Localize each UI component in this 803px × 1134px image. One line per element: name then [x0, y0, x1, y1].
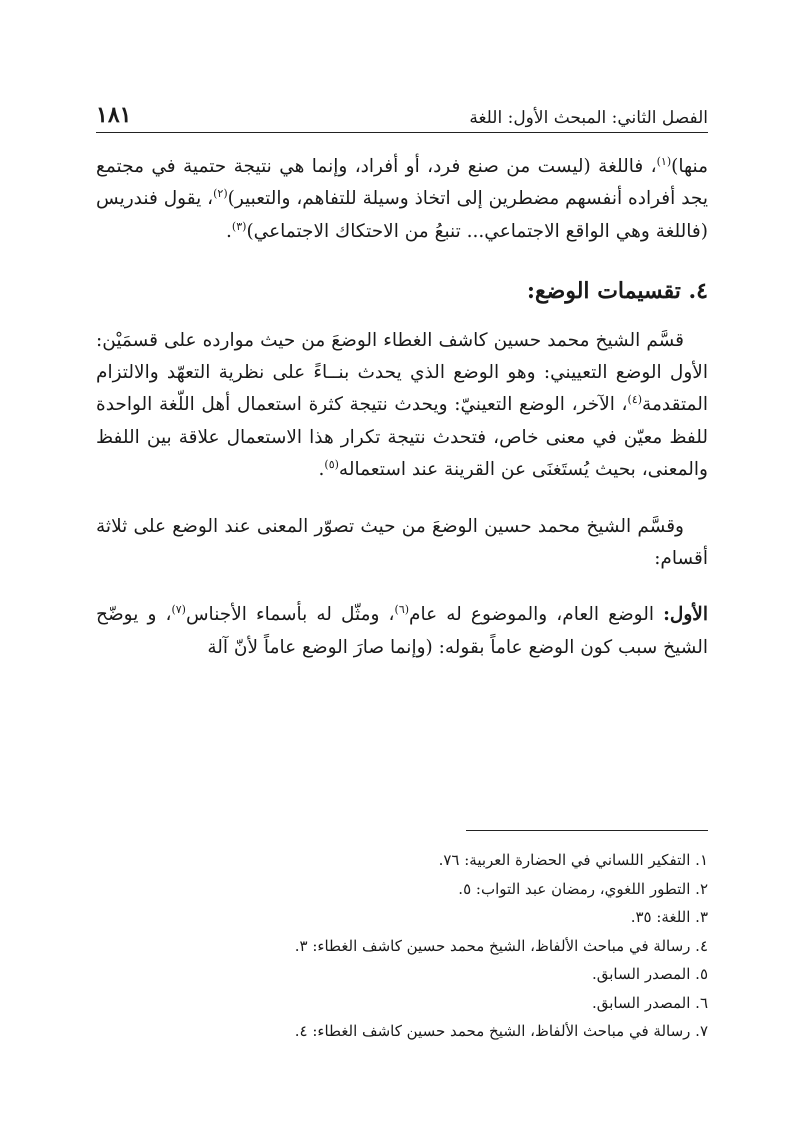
- footnote-ref: (٦): [394, 603, 410, 617]
- footnote-ref: (٧): [171, 603, 186, 617]
- book-page: [96, 88, 708, 1078]
- footnotes-list: [96, 846, 708, 1046]
- paragraph-4: [96, 599, 708, 664]
- paragraph-text: ، و يوضّح الشيخ سبب كون الوضع عاماً بقوله: (وإنما صارَ الوضع عاماً لأنّ آلة: [96, 604, 708, 658]
- paragraph-text: ، يقول فندريس (فاللغة وهي الواقع الاجتماعي... تنبعُ من الاحتكاك الاجتماعي): [96, 188, 708, 242]
- paragraph-text: وقسَّم الشيخ محمد حسين الوضعَ من حيث تصوّر المعنى عند الوضع على ثلاثة أقسام:: [96, 515, 708, 569]
- footnote-item: ٤. رسالة في مباحث الألفاظ، الشيخ محمد حسين كاشف الغطاء: ٣.: [294, 936, 708, 955]
- footnote-ref: (٤): [627, 393, 643, 407]
- paragraph-1: [96, 151, 708, 248]
- footnote-ref: (٢): [213, 187, 228, 201]
- paragraph-text: .: [226, 220, 232, 242]
- paragraph-text: قسَّم الشيخ محمد حسين كاشف الغطاء الوضعَ من حيث موارده على قسمَيْن: الأول الوضع التعييني: وهو الوضع الذي يحدث بنــاءً على نظرية التعهّد والالتزام المتقدمة: [96, 329, 708, 416]
- footnote-separator: [466, 830, 708, 831]
- body-text: [96, 151, 708, 664]
- footnote-ref: (٣): [231, 219, 247, 233]
- running-title: الفصل الثاني: المبحث الأول: اللغة: [469, 108, 708, 128]
- paragraph-3: [96, 511, 708, 576]
- paragraph-text: الوضع العام، والموضوع له عام: [409, 604, 664, 626]
- paragraph-text: ، ومثّل له بأسماء الأجناس: [185, 604, 395, 626]
- footnote-ref: (١): [656, 154, 672, 168]
- paragraph-text: ، الآخر، الوضع التعينيّ: ويحدث نتيجة كثرة استعمال أهل اللّغة الواحدة للفظ معيّن في معنى خاص، فتحدث نتيجة تكرار هذا الاستعمال علاقة بين اللفظ والمعنى، بحيث يُستَغنَى عن القرينة عند استعماله: [96, 394, 708, 481]
- section-heading: ٤. تقسيمات الوضع:: [526, 278, 708, 305]
- paragraph-text: .: [318, 459, 325, 481]
- paragraph-text: منها): [671, 156, 708, 177]
- footnote-item: ٢. التطور اللغوي، رمضان عبد التواب: ٥.: [458, 879, 708, 898]
- footnote-item: ٦. المصدر السابق.: [591, 993, 708, 1012]
- paragraph-2: [96, 325, 708, 487]
- footnote-item: ٥. المصدر السابق.: [591, 965, 708, 983]
- footnote-item: ١. التفكير اللساني في الحضارة العربية: ٧٦.: [438, 851, 708, 869]
- footnote-item: ٧. رسالة في مباحث الألفاظ، الشيخ محمد حسين كاشف الغطاء: ٤.: [294, 1022, 708, 1040]
- footnote-item: ٣. اللغة: ٣٥.: [630, 908, 708, 926]
- running-header: [96, 88, 708, 133]
- paragraph-text: ، فاللغة (ليست من صنع فرد، أو أفراد، وإنما هي نتيجة حتمية في مجتمع يجد أفراده أنفسهم مضطرين إلى اتخاذ وسيلة للتفاهم، والتعبير): [96, 156, 708, 210]
- lead-term: الأول:: [663, 604, 708, 626]
- footnote-ref: (٥): [324, 457, 339, 471]
- page-number: ١٨١: [96, 102, 132, 128]
